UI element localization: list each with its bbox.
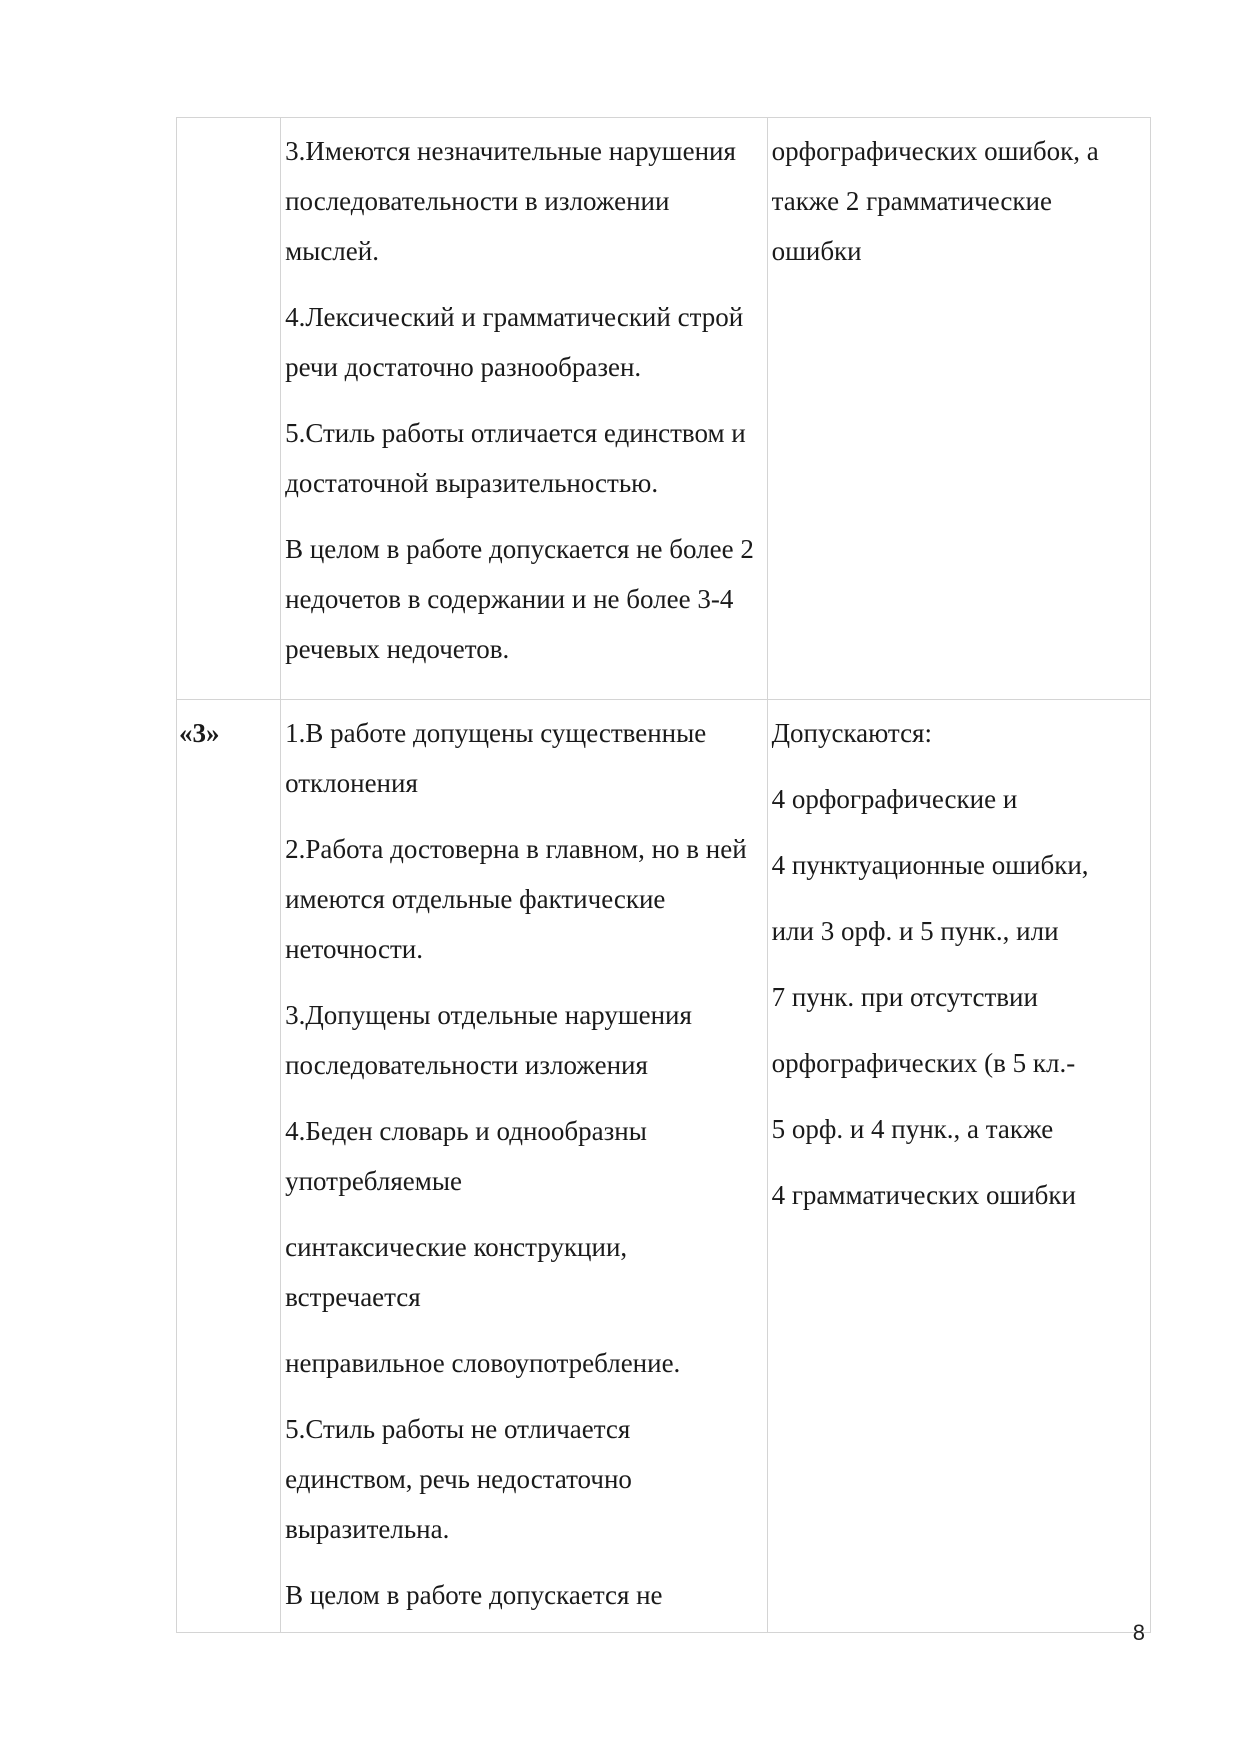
errors-cell (767, 118, 1150, 700)
errors-paragraph: 7 пунк. при отсутствии (771, 982, 1038, 1012)
errors-paragraph: Допускаются: (771, 718, 932, 748)
criteria-cell (281, 700, 767, 1633)
page-number: 8 (1132, 1620, 1145, 1645)
criteria-paragraph: 4.Лексический и грамматический строй речи достаточно разнообразен. (285, 302, 744, 382)
grade-label (177, 118, 280, 126)
errors-paragraph: 4 пунктуационные ошибки, (771, 850, 1089, 880)
criteria-list (281, 118, 766, 684)
criteria-paragraph: 5.Стиль работы не отличается единством, речь недостаточно выразительна. (285, 1414, 632, 1544)
grade-cell (177, 700, 281, 1633)
criteria-paragraph: В целом в работе допускается не (285, 1580, 663, 1610)
errors-paragraph: орфографических (в 5 кл.- (771, 1048, 1076, 1078)
errors-paragraph: 5 орф. и 4 пунк., а также (771, 1114, 1054, 1144)
grading-criteria-table (176, 117, 1151, 1633)
criteria-paragraph: 4.Беден словарь и однообразны употребляемые (285, 1116, 647, 1196)
criteria-paragraph: 5.Стиль работы отличается единством и достаточной выразительностью. (285, 418, 746, 498)
errors-list (768, 700, 1150, 1232)
table-row (177, 700, 1151, 1633)
criteria-paragraph: синтаксические конструкции, встречается (285, 1232, 628, 1312)
errors-paragraph: или 3 орф. и 5 пунк., или (771, 916, 1059, 946)
grade-label: «3» (179, 718, 220, 748)
errors-list (768, 118, 1150, 286)
table-row (177, 118, 1151, 700)
criteria-paragraph: 3.Допущены отдельные нарушения последовательности изложения (285, 1000, 692, 1080)
grade-cell (177, 118, 281, 700)
criteria-paragraph: В целом в работе допускается не более 2 недочетов в содержании и не более 3-4 речевых недочетов. (285, 534, 754, 664)
criteria-list (281, 700, 766, 1632)
criteria-paragraph: 3.Имеются незначительные нарушения последовательности в изложении мыслей. (285, 136, 736, 266)
errors-paragraph: орфографических ошибок, а также 2 грамматические ошибки (771, 136, 1099, 266)
criteria-paragraph: 1.В работе допущены существенные отклонения (285, 718, 707, 798)
criteria-paragraph: 2.Работа достоверна в главном, но в ней имеются отдельные фактические неточности. (285, 834, 747, 964)
criteria-paragraph: неправильное словоупотребление. (285, 1348, 681, 1378)
errors-paragraph: 4 грамматических ошибки (771, 1180, 1076, 1210)
errors-paragraph: 4 орфографические и (771, 784, 1018, 814)
errors-cell (767, 700, 1150, 1633)
criteria-cell (281, 118, 767, 700)
